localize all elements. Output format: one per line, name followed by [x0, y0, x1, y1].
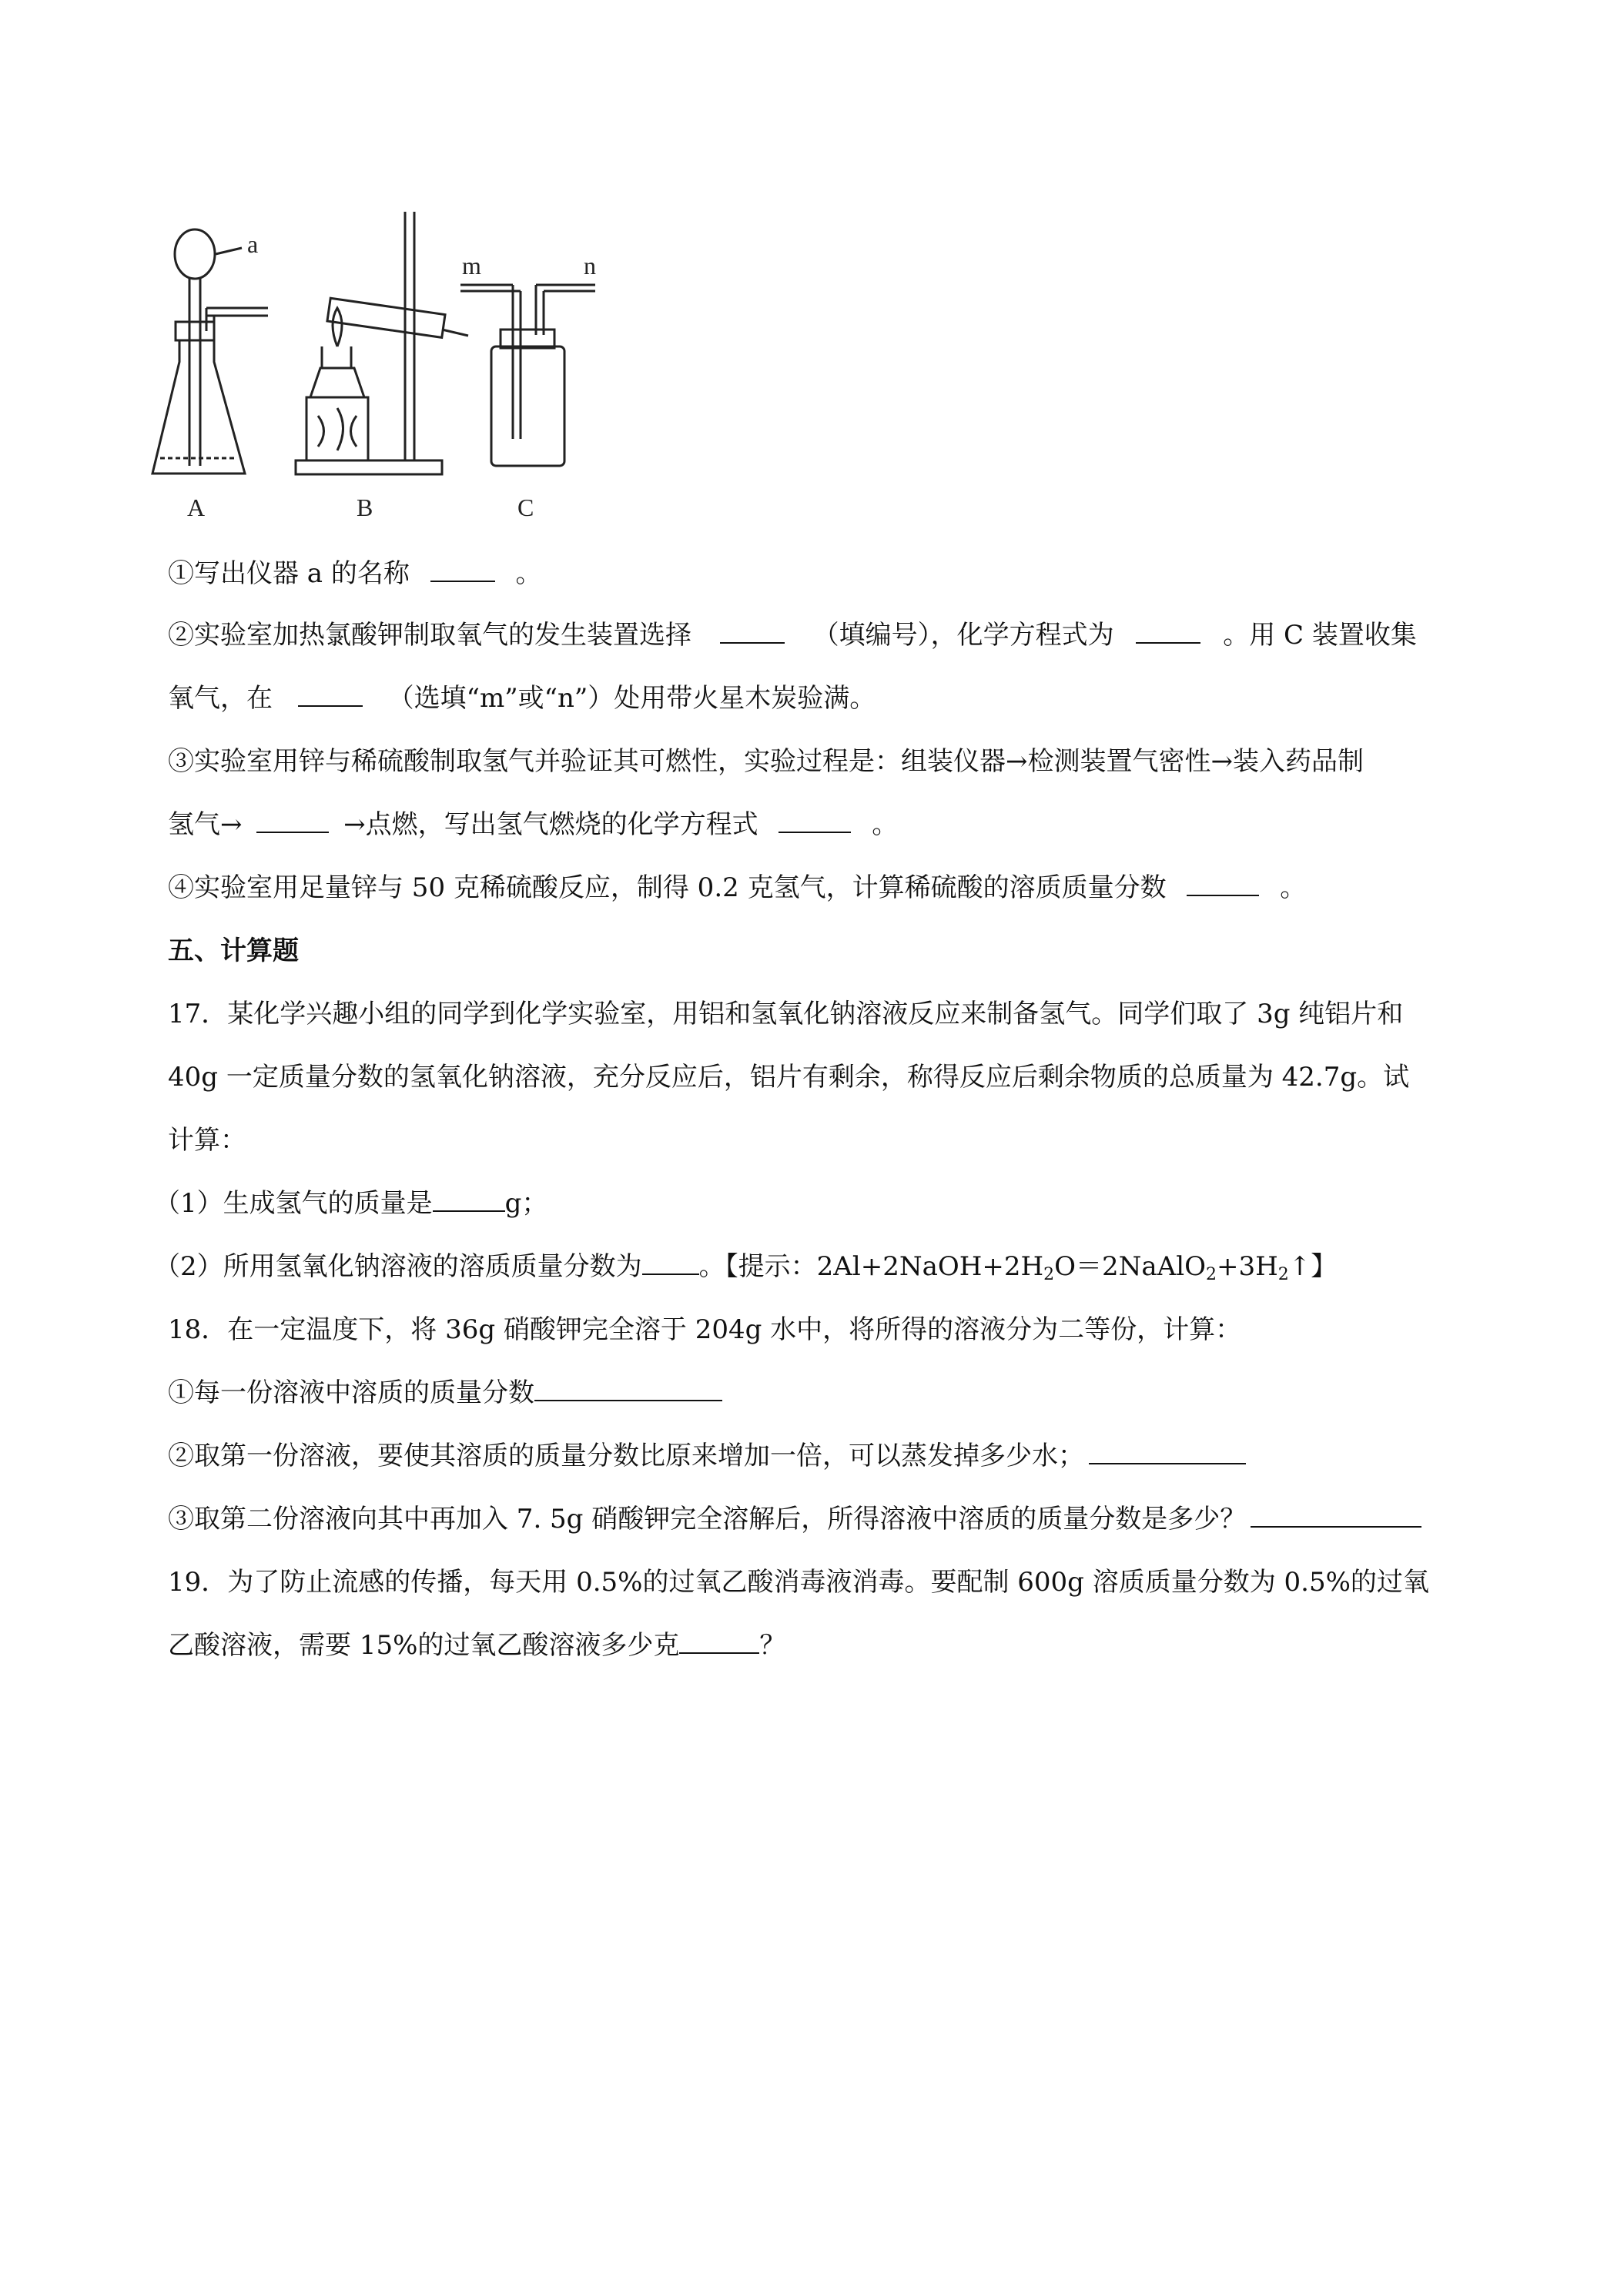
label-A: A: [187, 494, 206, 521]
label-B: B: [357, 494, 373, 521]
q18-part3-text: ③取第二份溶液向其中再加入 7. 5g 硝酸钾完全溶解后，所得溶液中溶质的质量分数是多少？: [168, 1504, 1247, 1535]
answer-blank[interactable]: [1251, 1503, 1421, 1528]
q16-part3-line1: [168, 744, 1485, 779]
q17-part1-end: g；: [504, 1188, 548, 1219]
section-title: 五、计算题: [168, 935, 299, 966]
q18-line1: 18．在一定温度下，将 36g 硝酸钾完全溶于 204g 水中，将所得的溶液分为二等份，计算：: [168, 1314, 1242, 1345]
q18-part2-text: ②取第一份溶液，要使其溶质的质量分数比原来增加一倍，可以蒸发掉多少水；: [168, 1441, 1084, 1471]
answer-blank[interactable]: [1089, 1440, 1246, 1464]
q16-part2-text-b: （填编号），化学方程式为: [812, 620, 1114, 651]
q16-part3-text-a: ③实验室用锌与稀硫酸制取氢气并验证其可燃性，实验过程是：组装仪器→检测装置气密性→装入药品制: [168, 746, 1364, 777]
label-m: m: [462, 252, 481, 279]
answer-blank[interactable]: [720, 619, 785, 644]
apparatus-c: [460, 285, 595, 466]
lab-apparatus-figure: [145, 208, 668, 531]
answer-blank[interactable]: [679, 1629, 759, 1654]
q16-part4-end: 。: [1280, 872, 1307, 903]
q16-part4: [168, 870, 1485, 905]
q17-hint-d: ↑】: [1288, 1251, 1338, 1282]
apparatus-a: [152, 229, 268, 474]
subscript: 2: [1043, 1265, 1055, 1284]
answer-blank[interactable]: [779, 808, 851, 833]
q16-part2-line1: [168, 618, 1485, 653]
label-a: a: [247, 230, 259, 258]
q16-part1-end: 。: [515, 558, 542, 589]
q16-part2-text-a: ②实验室加热氯酸钾制取氧气的发生装置选择: [168, 620, 691, 651]
apparatus-b: [296, 212, 468, 474]
label-C: C: [517, 494, 534, 521]
answer-blank[interactable]: [256, 808, 329, 833]
q17-hint-b: O＝2NaAlO: [1054, 1251, 1206, 1282]
q17-part1: [154, 1186, 1485, 1221]
label-n: n: [584, 252, 596, 279]
answer-blank[interactable]: [534, 1377, 722, 1401]
subscript: 2: [1205, 1265, 1217, 1284]
q18-part2: [168, 1438, 1485, 1474]
q16-part3-line2: [168, 807, 1485, 842]
q17-hint-a: 。【提示：2Al+2NaOH+2H: [698, 1251, 1044, 1282]
q17-part2-text: （2）所用氢氧化钠溶液的溶质质量分数为: [154, 1251, 642, 1282]
q18-part1-text: ①每一份溶液中溶质的质量分数: [168, 1377, 534, 1408]
q16-part3-text-b: 氢气→: [168, 809, 243, 840]
q19-end: ？: [759, 1630, 786, 1661]
q16-part2-text-d: 氧气，在: [168, 683, 273, 714]
q17-line1: 17．某化学兴趣小组的同学到化学实验室，用铝和氢氧化钠溶液反应来制备氢气。同学们取了 3g 纯铝片和: [168, 999, 1404, 1029]
q16-part2-text-c: 。用 C 装置收集: [1223, 620, 1417, 651]
subscript: 2: [1277, 1265, 1289, 1284]
q16-part3-text-c: →点燃，写出氢气燃烧的化学方程式: [343, 809, 758, 840]
q17-part1-text: （1）生成氢气的质量是: [154, 1188, 433, 1219]
q17-line3: 计算：: [168, 1125, 246, 1156]
q19-line1: 19．为了防止流感的传播，每天用 0.5%的过氧乙酸消毒液消毒。要配制 600g 溶质质量分数为 0.5%的过氧: [168, 1567, 1429, 1598]
answer-blank[interactable]: [642, 1250, 699, 1275]
q16-part3-end: 。: [872, 809, 899, 840]
q17-part2: [154, 1249, 1485, 1284]
answer-blank[interactable]: [433, 1187, 505, 1212]
answer-blank[interactable]: [298, 682, 363, 707]
q18-part1: [168, 1375, 1485, 1411]
q16-part2-text-e: （选填“m”或“n”）处用带火星木炭验满。: [387, 683, 876, 714]
q17-hint-c: +3H: [1216, 1251, 1278, 1282]
answer-blank[interactable]: [1187, 872, 1259, 896]
q16-part1-text: ①写出仪器 a 的名称: [168, 558, 410, 589]
q16-part1: [168, 556, 1485, 591]
q17-line2: 40g 一定质量分数的氢氧化钠溶液，充分反应后，铝片有剩余，称得反应后剩余物质的总质量为 42.7g。试: [168, 1062, 1410, 1093]
answer-blank[interactable]: [1136, 619, 1200, 644]
q19-line2: [168, 1628, 1485, 1663]
q16-part4-text: ④实验室用足量锌与 50 克稀硫酸反应，制得 0.2 克氢气，计算稀硫酸的溶质质量分数: [168, 872, 1167, 903]
answer-blank[interactable]: [430, 557, 495, 582]
q19-text: 乙酸溶液，需要 15%的过氧乙酸溶液多少克: [168, 1630, 680, 1661]
q16-part2-line2: [168, 681, 1485, 716]
q18-part3: [168, 1501, 1485, 1537]
